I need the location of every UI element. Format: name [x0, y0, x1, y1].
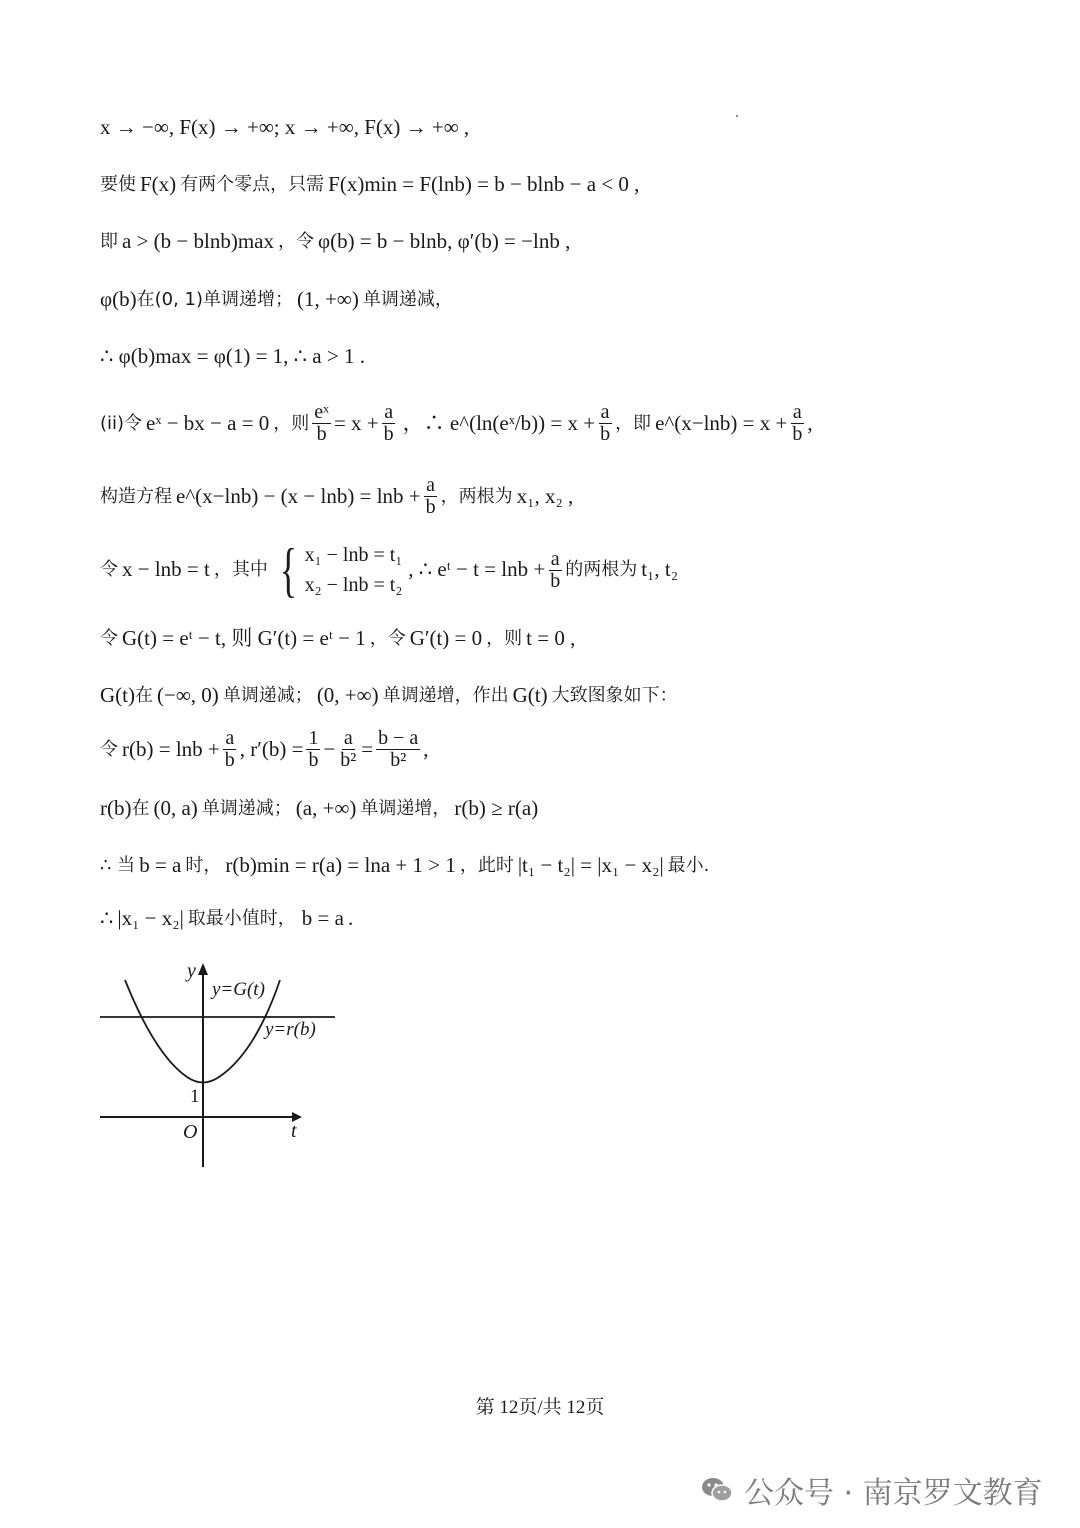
text-fragment: ，令: [369, 627, 406, 649]
math-fragment: = x +: [333, 410, 379, 435]
fraction: [306, 728, 320, 771]
text-fragment: ，即: [615, 412, 652, 434]
fraction-numerator: a: [550, 547, 560, 570]
scan-dot: [736, 115, 738, 117]
math-fragment: G(t): [100, 683, 135, 707]
fraction-denominator: b: [425, 496, 436, 518]
math-fragment: r(b): [100, 796, 132, 820]
math-fragment: ∴: [100, 906, 114, 930]
text-fragment: 有两个零点，只需: [180, 173, 325, 195]
text-fragment: 令: [100, 559, 118, 581]
fraction-numerator: eˣ: [314, 401, 329, 423]
text-fragment: 最小.: [667, 854, 710, 876]
fraction-denominator: b: [308, 749, 319, 771]
line-construct-equation: [100, 475, 573, 518]
fraction: [223, 728, 237, 771]
graph-svg: [95, 955, 335, 1175]
math-fragment: r(b) = lnb +: [122, 736, 220, 761]
fraction-denominator: b²: [340, 749, 357, 771]
math-fragment: x₁, x₂ ,: [516, 483, 574, 508]
line-part-ii: [100, 402, 813, 445]
line-phi-monotonic: [100, 287, 453, 312]
math-fragment: (0, a): [153, 796, 198, 820]
math-fragment: =: [361, 736, 374, 761]
line-final-conclusion: [100, 906, 353, 931]
math-fragment: a > (b − blnb)max: [122, 229, 274, 253]
math-fragment: t = 0 ,: [526, 626, 576, 650]
watermark: [700, 1468, 1043, 1512]
text-fragment: 令: [100, 627, 118, 649]
math-fragment: .: [347, 906, 354, 930]
line-g-monotonic: [100, 683, 678, 708]
fraction-numerator: a: [792, 401, 802, 423]
math-fragment: r(b) ≥ r(a): [454, 796, 539, 820]
fraction: [382, 402, 396, 445]
text-fragment: 要使: [100, 173, 136, 195]
math-fragment: ∴ φ(b)max = φ(1) = 1, ∴ a > 1 .: [100, 344, 365, 368]
math-fragment: ，∴ e^(ln(eˣ/b)) = x +: [402, 410, 596, 435]
line-label: y=r(b): [265, 1019, 316, 1040]
math-fragment: φ(b) = b − blnb, φ′(b) = −lnb ,: [317, 229, 571, 253]
math-fragment: G(t): [512, 683, 548, 707]
math-fragment: eˣ − bx − a = 0: [146, 410, 270, 435]
math-fragment: (−∞, 0): [157, 683, 219, 707]
fraction-numerator: b − a: [378, 727, 419, 749]
math-fragment: G(t) = eᵗ − t, 则 G′(t) = eᵗ − 1: [122, 626, 366, 650]
math-fragment: , ∴ eᵗ − t = lnb +: [408, 557, 546, 582]
math-fragment: b = a: [139, 853, 182, 877]
line-minimum-condition: [100, 853, 709, 878]
intercept-label: 1: [190, 1086, 200, 1107]
line-r-monotonic: [100, 796, 538, 821]
text-fragment: 在: [131, 797, 150, 819]
math-fragment: |x₁ − x₂|: [117, 906, 184, 930]
equation-system: [274, 537, 403, 603]
text-fragment: 即: [100, 230, 118, 252]
text-fragment: 时，: [185, 854, 222, 876]
math-fragment: (a, +∞): [295, 796, 357, 820]
y-axis-arrow: [198, 963, 208, 975]
fraction-denominator: b: [600, 423, 611, 445]
line-zero-condition: [100, 172, 639, 197]
line-phi-definition: [100, 229, 570, 254]
math-fragment: −: [323, 736, 336, 761]
line-conclusion-a: [100, 344, 365, 369]
math-fragment: F(x)min = F(lnb) = b − blnb − a < 0 ,: [328, 172, 640, 196]
text-fragment: 在: [135, 684, 153, 706]
text-fragment: ，则: [273, 412, 310, 434]
line-substitution: [100, 537, 679, 603]
fraction-denominator: b: [550, 569, 561, 592]
line-g-definition: [100, 626, 575, 651]
math-fragment: G′(t) = 0: [409, 626, 483, 650]
fraction-denominator: b: [224, 749, 235, 771]
fraction: [312, 402, 331, 445]
text-fragment: 单调递减，: [362, 288, 453, 310]
limits-expression: x → −∞, F(x) → +∞; x → +∞, F(x) → +∞ ,: [100, 115, 470, 139]
math-fragment: e^(x−lnb) − (x − lnb) = lnb +: [176, 483, 421, 508]
watermark-text: 公众号 · 南京罗文教育: [744, 1476, 1043, 1511]
fraction-numerator: a: [343, 727, 353, 749]
y-axis-label: y: [187, 960, 196, 982]
fraction: [424, 475, 438, 518]
text-fragment: ，两根为: [440, 485, 513, 507]
text-fragment: ，则: [486, 627, 523, 649]
fraction: [376, 728, 420, 771]
text-fragment: 大致图象如下：: [551, 684, 678, 706]
brace-symbol: {: [279, 537, 297, 603]
math-fragment: x − lnb = t: [122, 557, 210, 582]
fraction: [548, 549, 562, 592]
text-fragment: 令: [100, 738, 118, 760]
text-fragment: 构造方程: [100, 485, 172, 507]
math-fragment: (1, +∞): [297, 287, 359, 311]
math-fragment: b = a: [301, 906, 344, 930]
math-fragment: ,: [807, 410, 813, 435]
text-fragment: 单调递减；: [222, 684, 313, 706]
text-fragment: 在(0, 1)单调递增；: [136, 288, 294, 310]
fraction-numerator: a: [600, 401, 610, 423]
text-fragment: 取最小值时，: [187, 907, 296, 929]
wechat-icon: [700, 1475, 734, 1505]
fraction-denominator: b: [316, 423, 327, 445]
math-fragment: , r′(b) =: [239, 736, 304, 761]
origin-label: O: [183, 1121, 198, 1143]
math-fragment: (0, +∞): [316, 683, 379, 707]
text-fragment: ，此时: [459, 854, 514, 876]
page-footer: 第 12页/共 12页: [475, 1397, 605, 1418]
fraction: [338, 728, 358, 771]
system-row: x₂ − lnb = t₂: [304, 574, 403, 596]
math-fragment: e^(x−lnb) = x +: [655, 410, 788, 435]
system-row: x₁ − lnb = t₁: [304, 544, 403, 566]
math-fragment: ,: [423, 736, 429, 761]
math-fragment: φ(b): [100, 287, 137, 311]
math-fragment: r(b)min = r(a) = lna + 1 > 1: [225, 853, 456, 877]
line-r-definition: [100, 728, 429, 771]
t-axis-label: t: [291, 1120, 297, 1142]
text-fragment: 的两根为: [565, 559, 638, 581]
math-fragment: F(x): [140, 172, 177, 196]
math-fragment: t₁, t₂: [641, 557, 679, 582]
text-fragment: 单调递增，: [360, 797, 451, 819]
fraction-denominator: b: [792, 423, 803, 445]
fraction-numerator: a: [225, 727, 235, 749]
fraction-numerator: a: [384, 401, 394, 423]
fraction: [790, 402, 804, 445]
text-fragment: 单调递减；: [201, 797, 292, 819]
text-fragment: ，其中: [213, 559, 268, 581]
text-fragment: 单调递增，作出: [382, 684, 509, 706]
fraction: [598, 402, 612, 445]
fraction-numerator: a: [426, 474, 436, 496]
curve-label: y=G(t): [212, 979, 265, 1000]
fraction-denominator: b²: [390, 749, 407, 771]
text-fragment: ，令: [277, 230, 314, 252]
fraction-numerator: 1: [308, 727, 319, 749]
text-fragment: (ii)令: [100, 412, 143, 434]
fraction-denominator: b: [383, 423, 394, 445]
graph-figure: [95, 955, 335, 1175]
line-limits: [100, 115, 469, 140]
math-fragment: |t₁ − t₂| = |x₁ − x₂|: [517, 853, 664, 877]
text-fragment: ∴ 当: [100, 854, 136, 876]
